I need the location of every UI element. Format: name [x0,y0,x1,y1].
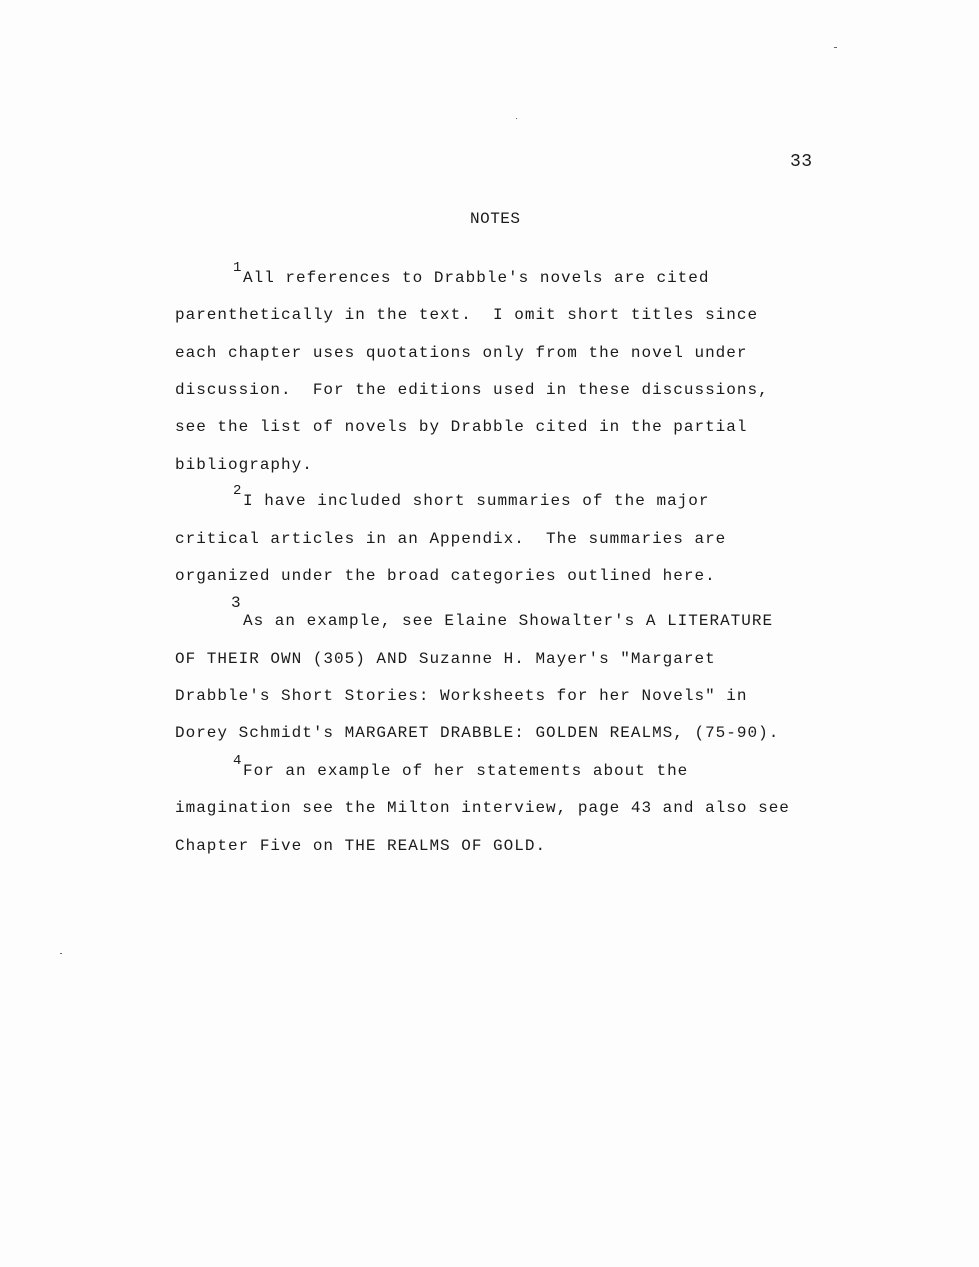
note-1-line-6: bibliography. [175,456,313,474]
note-4-line-3: Chapter Five on THE REALMS OF GOLD. [175,837,547,855]
note-3-line-1: As an example, see Elaine Showalter's A LITERATURE [243,612,774,630]
note-1-line-3: each chapter uses quotations only from the novel under [175,344,748,362]
note-4-line-1: For an example of her statements about the [243,762,689,780]
footnote-marker-1: 1 [233,260,242,276]
note-1-line-2: parenthetically in the text. I omit short titles since [175,306,759,324]
note-3-line-3: Drabble's Short Stories: Worksheets for her Novels" in [175,687,748,705]
note-1-line-1: All references to Drabble's novels are cited [243,269,710,287]
note-2-line-2: critical articles in an Appendix. The summaries are [175,530,727,548]
note-1-line-5: see the list of novels by Drabble cited in the partial [175,418,748,436]
scan-speck [516,118,517,119]
note-1-line-4: discussion. For the editions used in these discussions, [175,381,769,399]
footnote-marker-4: 4 [233,753,242,769]
footnote-marker-2: 2 [233,483,242,499]
note-3-line-4: Dorey Schmidt's MARGARET DRABBLE: GOLDEN REALMS, (75-90). [175,724,780,742]
note-2-line-1: I have included short summaries of the major [243,492,710,510]
scan-speck [834,47,837,48]
footnote-marker-3: 3 [231,594,241,612]
note-2-line-3: organized under the broad categories outlined here. [175,567,716,585]
scan-speck [60,953,62,954]
note-4-line-2: imagination see the Milton interview, page 43 and also see [175,799,790,817]
page-number: 33 [790,152,813,172]
page-title: NOTES [470,210,521,228]
note-3-line-2: OF THEIR OWN (305) AND Suzanne H. Mayer's "Margaret [175,650,716,668]
